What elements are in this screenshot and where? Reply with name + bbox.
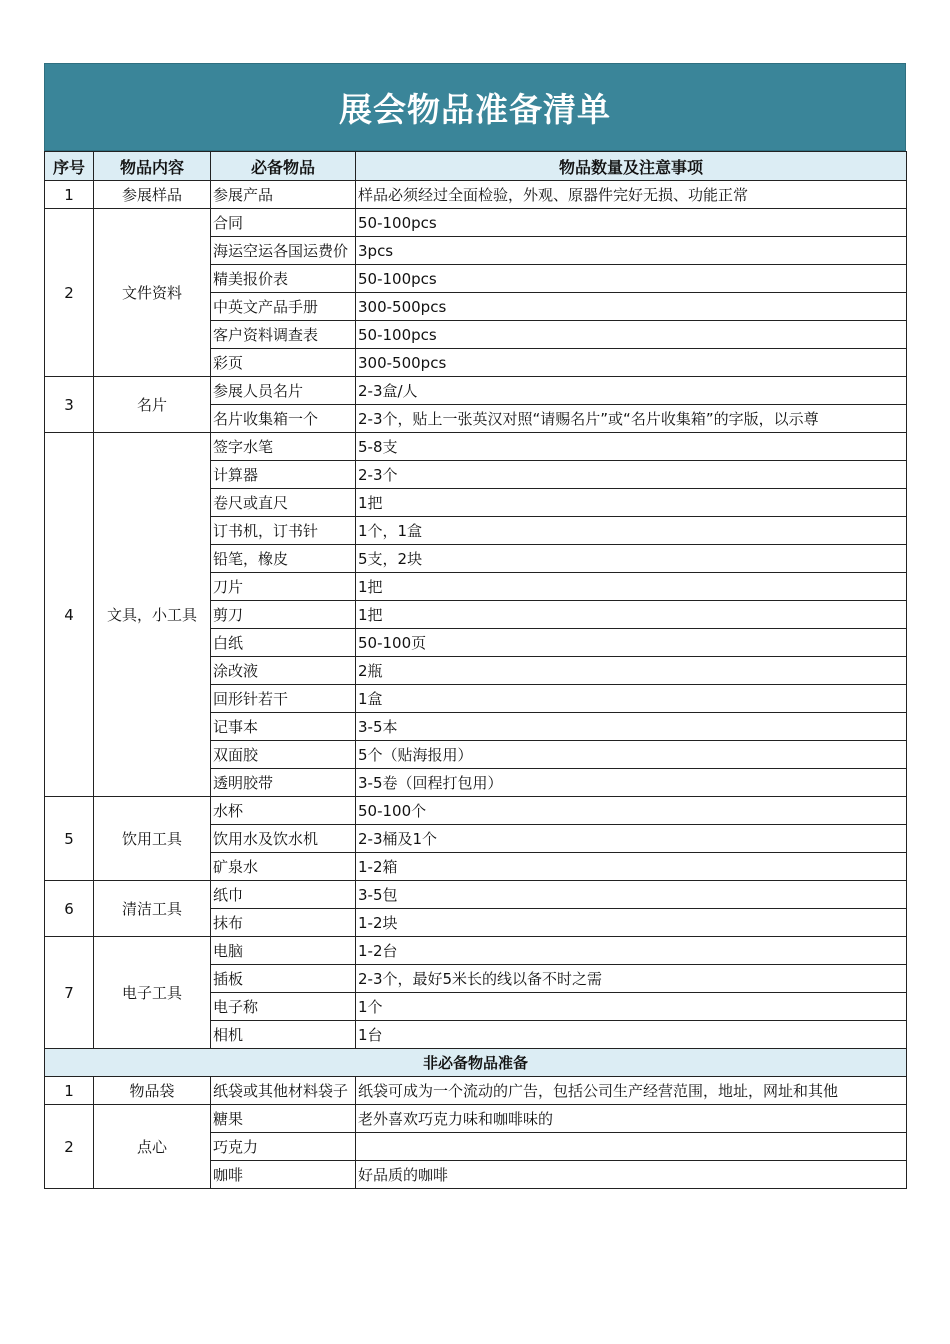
item-cell: 计算器 — [211, 461, 356, 489]
item-cell: 记事本 — [211, 713, 356, 741]
item-cell: 纸袋或其他材料袋子 — [211, 1077, 356, 1105]
table-row — [45, 377, 907, 405]
note-cell: 1把 — [356, 573, 907, 601]
header-note: 物品数量及注意事项 — [356, 152, 907, 181]
note-cell: 1把 — [356, 489, 907, 517]
item-cell: 电子称 — [211, 993, 356, 1021]
item-cell: 透明胶带 — [211, 769, 356, 797]
note-cell: 2瓶 — [356, 657, 907, 685]
note-cell: 300-500pcs — [356, 349, 907, 377]
table-row — [45, 881, 907, 909]
note-cell: 2-3个，最好5米长的线以备不时之需 — [356, 965, 907, 993]
item-cell: 卷尺或直尺 — [211, 489, 356, 517]
row-number: 2 — [45, 209, 94, 377]
note-cell: 50-100pcs — [356, 209, 907, 237]
note-cell: 1把 — [356, 601, 907, 629]
table-row — [45, 1077, 907, 1105]
note-cell — [356, 1133, 907, 1161]
item-cell: 参展产品 — [211, 181, 356, 209]
note-cell: 3-5本 — [356, 713, 907, 741]
required-items-body — [45, 181, 907, 1049]
item-cell: 矿泉水 — [211, 853, 356, 881]
note-cell: 50-100页 — [356, 629, 907, 657]
header-item: 必备物品 — [211, 152, 356, 181]
row-number: 1 — [45, 1077, 94, 1105]
note-cell: 2-3个，贴上一张英汉对照“请赐名片”或“名片收集箱”的字版，以示尊 — [356, 405, 907, 433]
table-row — [45, 433, 907, 461]
item-cell: 合同 — [211, 209, 356, 237]
item-cell: 回形针若干 — [211, 685, 356, 713]
item-cell: 电脑 — [211, 937, 356, 965]
note-cell: 2-3桶及1个 — [356, 825, 907, 853]
note-cell: 1台 — [356, 1021, 907, 1049]
optional-items-body — [45, 1077, 907, 1189]
item-cell: 海运空运各国运费价 — [211, 237, 356, 265]
item-cell: 相机 — [211, 1021, 356, 1049]
item-cell: 糖果 — [211, 1105, 356, 1133]
table-row — [45, 181, 907, 209]
item-cell: 水杯 — [211, 797, 356, 825]
note-cell: 5支，2块 — [356, 545, 907, 573]
item-cell: 签字水笔 — [211, 433, 356, 461]
note-cell: 1个，1盒 — [356, 517, 907, 545]
table-row — [45, 1105, 907, 1133]
note-cell: 50-100pcs — [356, 321, 907, 349]
item-cell: 刀片 — [211, 573, 356, 601]
section2-title-body — [45, 1049, 907, 1077]
row-number: 2 — [45, 1105, 94, 1189]
note-cell: 1-2箱 — [356, 853, 907, 881]
header-no: 序号 — [45, 152, 94, 181]
item-cell: 涂改液 — [211, 657, 356, 685]
checklist-table — [44, 151, 907, 1189]
row-number: 1 — [45, 181, 94, 209]
category-cell: 电子工具 — [94, 937, 211, 1049]
category-cell: 文件资料 — [94, 209, 211, 377]
item-cell: 抹布 — [211, 909, 356, 937]
category-cell: 饮用工具 — [94, 797, 211, 881]
header-row — [45, 152, 907, 181]
item-cell: 白纸 — [211, 629, 356, 657]
section2-title: 非必备物品准备 — [45, 1049, 907, 1077]
note-cell: 1-2块 — [356, 909, 907, 937]
table-row — [45, 797, 907, 825]
item-cell: 铅笔，橡皮 — [211, 545, 356, 573]
note-cell: 老外喜欢巧克力味和咖啡味的 — [356, 1105, 907, 1133]
item-cell: 精美报价表 — [211, 265, 356, 293]
note-cell: 好品质的咖啡 — [356, 1161, 907, 1189]
note-cell: 1-2台 — [356, 937, 907, 965]
item-cell: 订书机，订书针 — [211, 517, 356, 545]
item-cell: 中英文产品手册 — [211, 293, 356, 321]
note-cell: 50-100pcs — [356, 265, 907, 293]
header-category: 物品内容 — [94, 152, 211, 181]
row-number: 4 — [45, 433, 94, 797]
item-cell: 客户资料调查表 — [211, 321, 356, 349]
category-cell: 点心 — [94, 1105, 211, 1189]
item-cell: 巧克力 — [211, 1133, 356, 1161]
note-cell: 2-3盒/人 — [356, 377, 907, 405]
item-cell: 名片收集箱一个 — [211, 405, 356, 433]
category-cell: 物品袋 — [94, 1077, 211, 1105]
note-cell: 2-3个 — [356, 461, 907, 489]
category-cell: 清洁工具 — [94, 881, 211, 937]
note-cell: 300-500pcs — [356, 293, 907, 321]
note-cell: 1盒 — [356, 685, 907, 713]
note-cell: 样品必须经过全面检验，外观、原器件完好无损、功能正常 — [356, 181, 907, 209]
note-cell: 5个（贴海报用） — [356, 741, 907, 769]
note-cell: 50-100个 — [356, 797, 907, 825]
item-cell: 彩页 — [211, 349, 356, 377]
row-number: 7 — [45, 937, 94, 1049]
item-cell: 纸巾 — [211, 881, 356, 909]
row-number: 3 — [45, 377, 94, 433]
item-cell: 剪刀 — [211, 601, 356, 629]
section-row — [45, 1049, 907, 1077]
note-cell: 1个 — [356, 993, 907, 1021]
item-cell: 咖啡 — [211, 1161, 356, 1189]
note-cell: 3-5卷（回程打包用） — [356, 769, 907, 797]
row-number: 5 — [45, 797, 94, 881]
table-row — [45, 209, 907, 237]
item-cell: 双面胶 — [211, 741, 356, 769]
row-number: 6 — [45, 881, 94, 937]
item-cell: 饮用水及饮水机 — [211, 825, 356, 853]
sheet-title: 展会物品准备清单 — [44, 63, 906, 151]
note-cell: 3pcs — [356, 237, 907, 265]
category-cell: 名片 — [94, 377, 211, 433]
category-cell: 参展样品 — [94, 181, 211, 209]
table-row — [45, 937, 907, 965]
category-cell: 文具，小工具 — [94, 433, 211, 797]
note-cell: 5-8支 — [356, 433, 907, 461]
note-cell: 纸袋可成为一个流动的广告，包括公司生产经营范围，地址，网址和其他 — [356, 1077, 907, 1105]
checklist-sheet — [44, 63, 906, 1189]
item-cell: 参展人员名片 — [211, 377, 356, 405]
note-cell: 3-5包 — [356, 881, 907, 909]
item-cell: 插板 — [211, 965, 356, 993]
